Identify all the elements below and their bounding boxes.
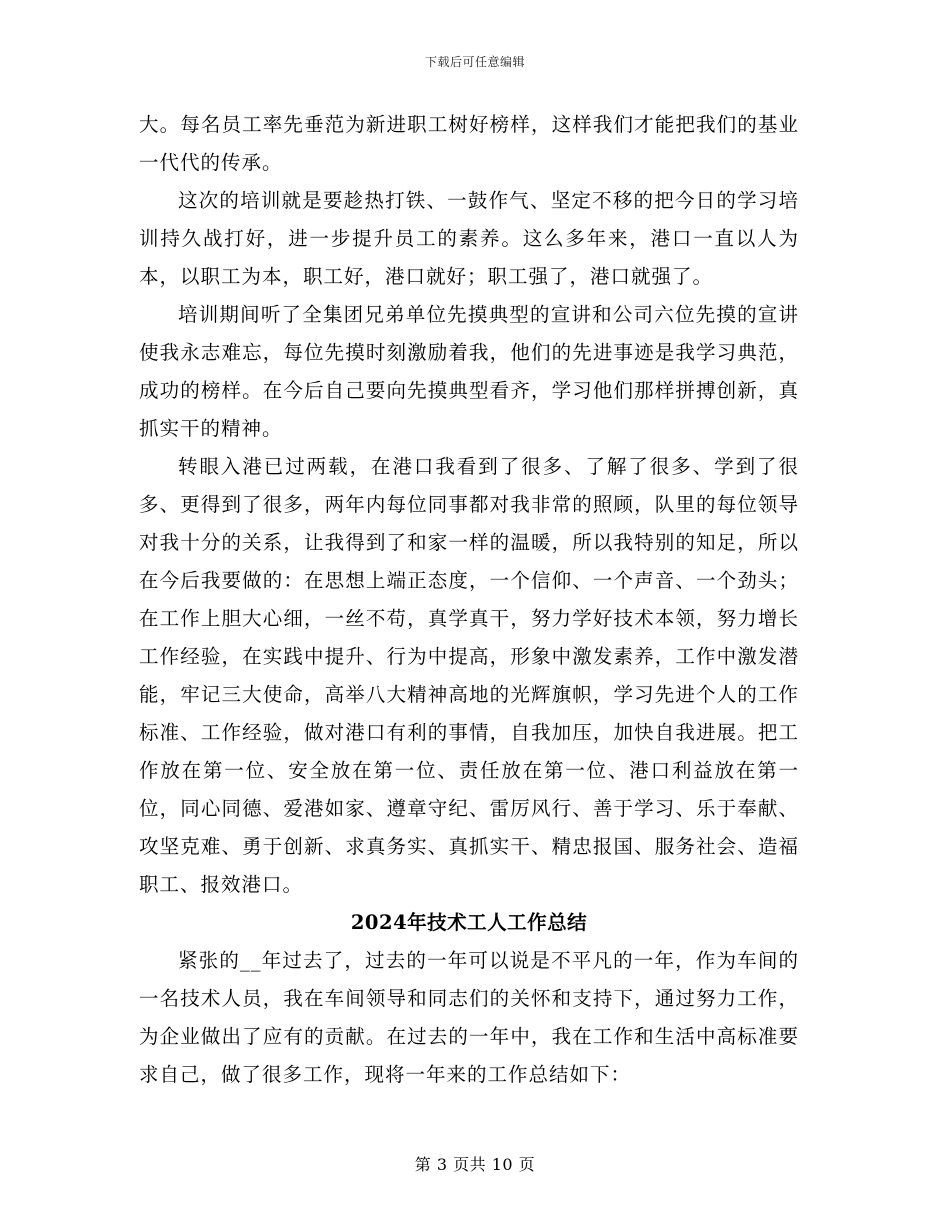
paragraph-role-models: 培训期间听了全集团兄弟单位先摸典型的宣讲和公司六位先摸的宣讲使我永志难忘，每位先摸时刻激励着我，他们的先进事迹是我学习典范，成功的榜样。在今后自己要向先摸典型看齐，学习他们那样拼搏创新，真抓实干的精神。 (139, 303, 799, 440)
page-number: 第 3 页共 10 页 (414, 1155, 536, 1174)
page-header: 下载后可任意编辑 (424, 55, 525, 69)
paragraph-two-years: 转眼入港已过两载，在港口我看到了很多、了解了很多、学到了很多、更得到了很多，两年内每位同事都对我非常的照顾，队里的每位领导对我十分的关系，让我得到了和家一样的温暖，所以我特别的知足，所以在今后我要做的：在思想上端正态度，一个信仰、一个声音、一个劲头；在工作上胆大心细，一丝不苟，真学真干，努力学好技术本领，努力增长工作经验，在实践中提升、行为中提高，形象中激发素养，工作中激发潜能，牢记三大使命，高举八大精神高地的光辉旗帜，学习先进个人的工作标准、工作经验，做对港口有利的事情，自我加压，加快自我进展。把工作放在第一位、安全放在第一位、责任放在第一位、港口利益放在第一位，同心同德、爱港如家、遵章守纪、雷厉风行、善于学习、乐于奉献、攻坚克难、勇于创新、求真务实、真抓实干、精忠报国、服务社会、造福职工、报效港口。 (139, 455, 799, 896)
paragraph-training: 这次的培训就是要趁热打铁、一鼓作气、坚定不移的把今日的学习培训持久战打好，进一步提升员工的素养。这么多年来，港口一直以人为本，以职工为本，职工好，港口就好；职工强了，港口就强了。 (139, 189, 799, 288)
paragraph-continuation: 大。每名员工率先垂范为新进职工树好榜样，这样我们才能把我们的基业一代代的传承。 (139, 113, 799, 174)
document-body (139, 106, 799, 1094)
section-title: 2024年技术工人工作总结 (350, 911, 588, 934)
paragraph-summary-intro: 紧张的__年过去了，过去的一年可以说是不平凡的一年，作为车间的一名技术人员，我在车间领导和同志们的关怀和支持下，通过努力工作，为企业做出了应有的贡献。在过去的一年中，我在工作和生活中高标准要求自己，做了很多工作，现将一年来的工作总结如下： (139, 949, 799, 1086)
